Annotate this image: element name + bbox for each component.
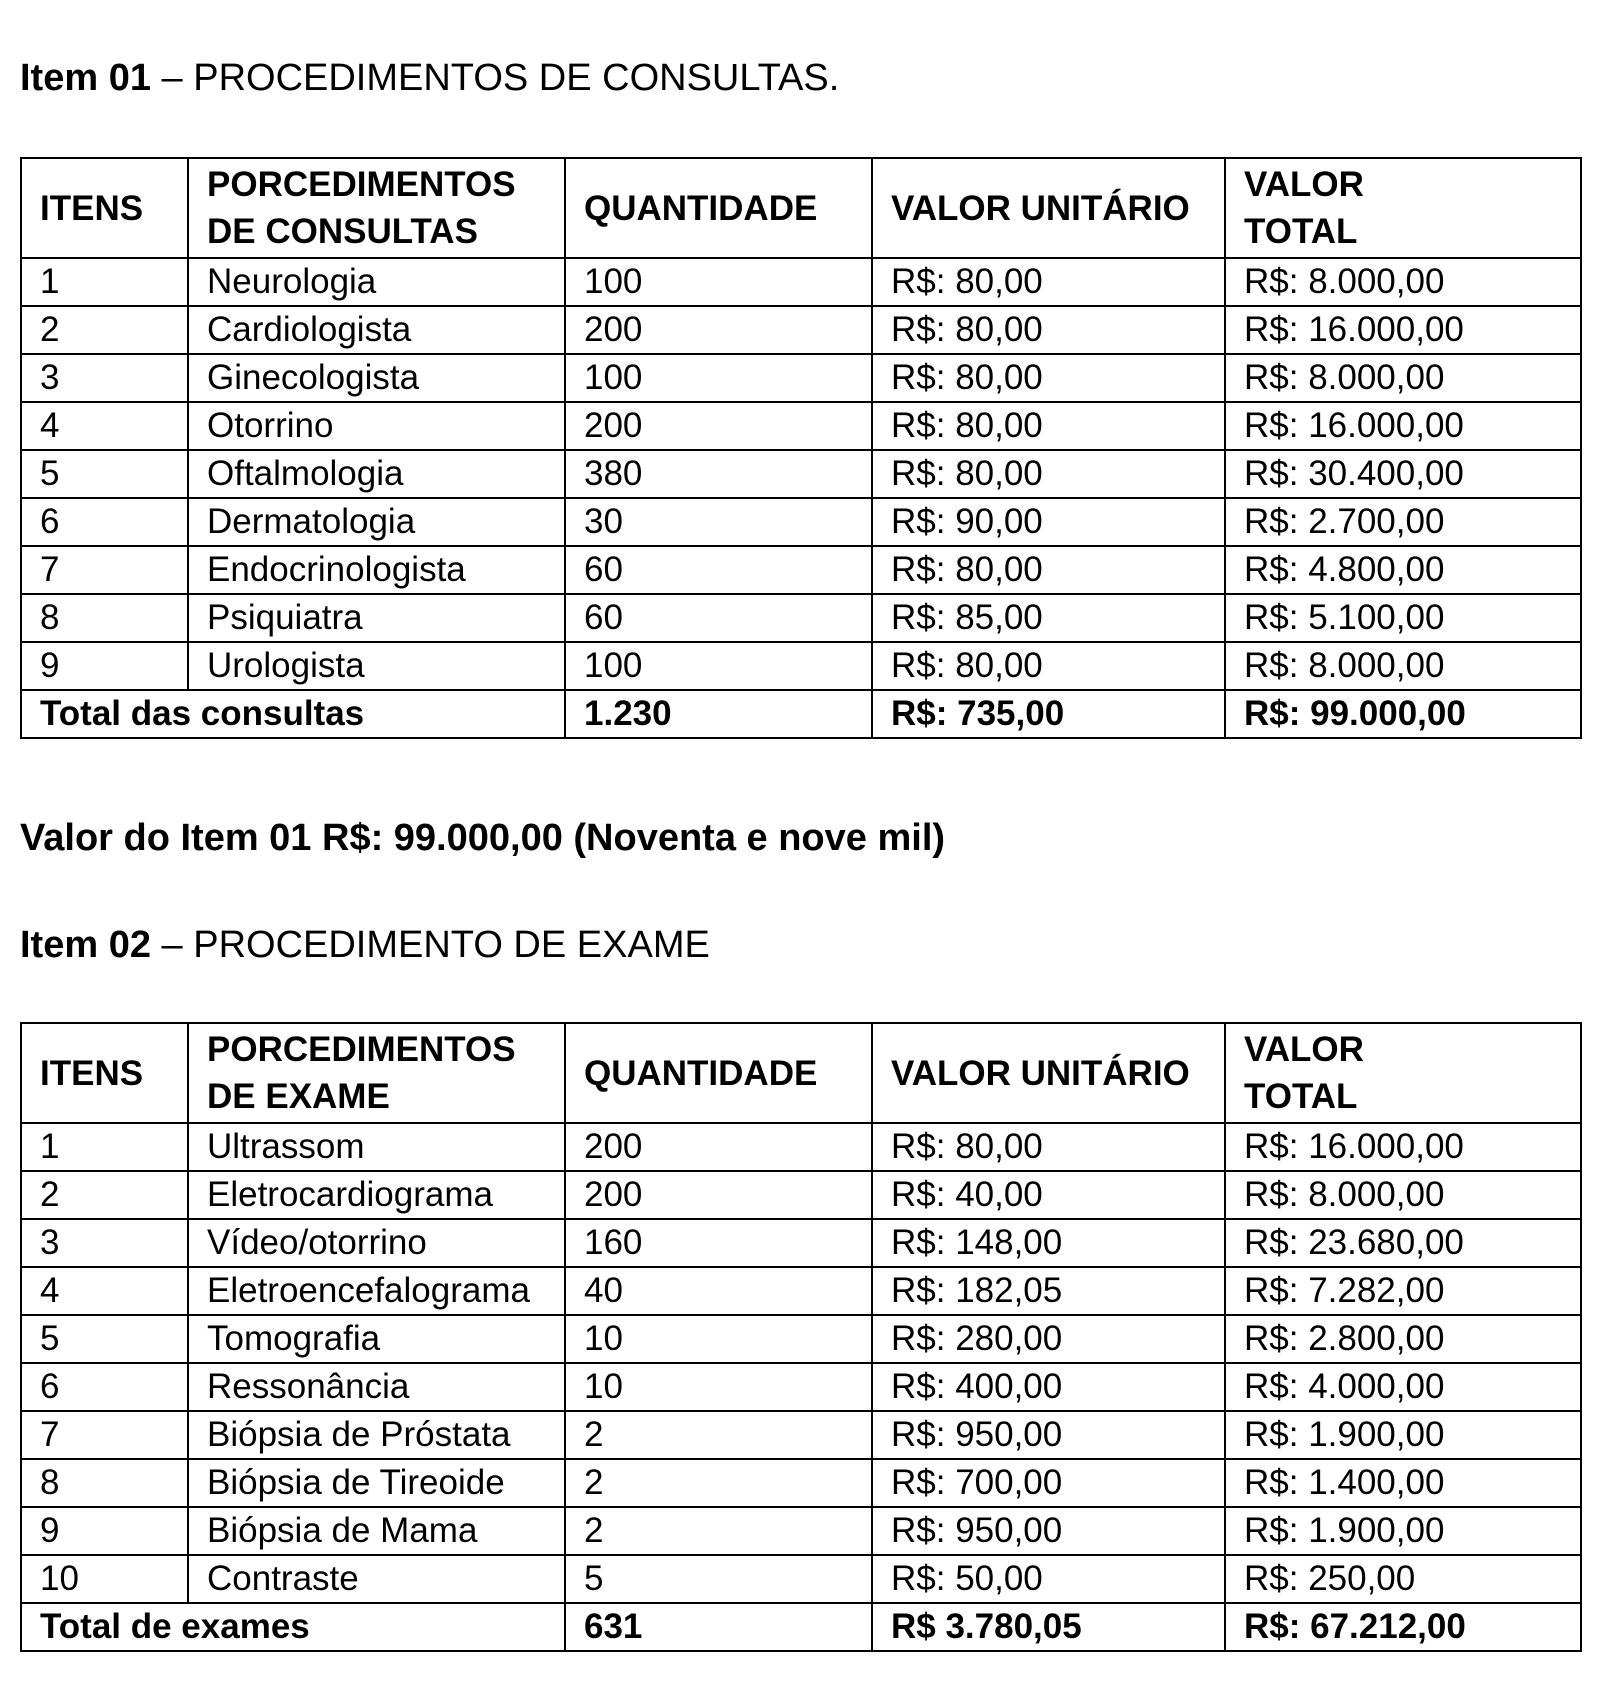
cell-valor-total: R$: 1.400,00: [1225, 1459, 1581, 1507]
consultas-table: [20, 157, 1582, 739]
section2-heading-rest: – PROCEDIMENTO DE EXAME: [150, 924, 710, 966]
section2-heading-lead: Item 02: [20, 924, 151, 966]
table-row: [21, 1315, 1581, 1363]
cell-valor-unitario: R$: 80,00: [872, 642, 1225, 690]
cell-item: 8: [21, 594, 188, 642]
header-valor-total: [1225, 1023, 1581, 1123]
cell-item: 3: [21, 354, 188, 402]
header-valor-unitario: VALOR UNITÁRIO: [872, 158, 1225, 258]
cell-item: 7: [21, 1411, 188, 1459]
cell-valor-total: R$: 250,00: [1225, 1555, 1581, 1603]
cell-valor-unitario: R$: 40,00: [872, 1171, 1225, 1219]
cell-item: 2: [21, 306, 188, 354]
header-valor-total-line2: TOTAL: [1244, 212, 1358, 251]
total-label: Total das consultas: [21, 690, 565, 738]
cell-valor-total: R$: 16.000,00: [1225, 1123, 1581, 1171]
total-valor-unitario: R$: 735,00: [872, 690, 1225, 738]
table-row: [21, 1267, 1581, 1315]
cell-valor-unitario: R$: 700,00: [872, 1459, 1225, 1507]
cell-procedimento: Neurologia: [188, 258, 565, 306]
cell-quantidade: 100: [565, 642, 872, 690]
cell-valor-total: R$: 8.000,00: [1225, 354, 1581, 402]
cell-quantidade: 200: [565, 1123, 872, 1171]
cell-procedimento: Otorrino: [188, 402, 565, 450]
cell-item: 5: [21, 450, 188, 498]
cell-valor-total: R$: 8.000,00: [1225, 642, 1581, 690]
cell-valor-unitario: R$: 400,00: [872, 1363, 1225, 1411]
table-row: [21, 1123, 1581, 1171]
header-procedimentos-line1: PORCEDIMENTOS: [207, 165, 516, 204]
cell-quantidade: 60: [565, 594, 872, 642]
cell-procedimento: Biópsia de Tireoide: [188, 1459, 565, 1507]
header-procedimentos: [188, 158, 565, 258]
cell-valor-unitario: R$: 80,00: [872, 306, 1225, 354]
cell-procedimento: Eletroencefalograma: [188, 1267, 565, 1315]
header-procedimentos: [188, 1023, 565, 1123]
cell-quantidade: 200: [565, 402, 872, 450]
header-valor-total: [1225, 158, 1581, 258]
cell-quantidade: 30: [565, 498, 872, 546]
cell-procedimento: Biópsia de Mama: [188, 1507, 565, 1555]
cell-quantidade: 40: [565, 1267, 872, 1315]
table-row: [21, 1555, 1581, 1603]
table-row: [21, 594, 1581, 642]
table-row: [21, 450, 1581, 498]
cell-quantidade: 100: [565, 258, 872, 306]
cell-valor-total: R$: 8.000,00: [1225, 1171, 1581, 1219]
cell-item: 10: [21, 1555, 188, 1603]
section1-value-summary: Valor do Item 01 R$: 99.000,00 (Noventa e nove mil): [20, 817, 946, 859]
cell-item: 4: [21, 402, 188, 450]
cell-valor-total: R$: 5.100,00: [1225, 594, 1581, 642]
exames-table-body: [21, 1123, 1581, 1603]
cell-valor-unitario: R$: 50,00: [872, 1555, 1225, 1603]
header-procedimentos-line1: PORCEDIMENTOS: [207, 1030, 516, 1069]
cell-quantidade: 2: [565, 1507, 872, 1555]
cell-procedimento: Cardiologista: [188, 306, 565, 354]
table-row: [21, 1171, 1581, 1219]
cell-item: 5: [21, 1315, 188, 1363]
cell-procedimento: Tomografia: [188, 1315, 565, 1363]
table-row: [21, 1411, 1581, 1459]
cell-valor-unitario: R$: 80,00: [872, 354, 1225, 402]
cell-procedimento: Ressonância: [188, 1363, 565, 1411]
cell-item: 7: [21, 546, 188, 594]
total-valor-total: R$: 67.212,00: [1225, 1603, 1581, 1651]
cell-quantidade: 10: [565, 1363, 872, 1411]
cell-valor-total: R$: 8.000,00: [1225, 258, 1581, 306]
cell-item: 6: [21, 1363, 188, 1411]
cell-quantidade: 200: [565, 1171, 872, 1219]
header-itens: ITENS: [21, 1023, 188, 1123]
table-row: [21, 642, 1581, 690]
cell-valor-unitario: R$: 80,00: [872, 1123, 1225, 1171]
section1-heading: [20, 56, 839, 100]
cell-valor-total: R$: 16.000,00: [1225, 306, 1581, 354]
cell-valor-total: R$: 23.680,00: [1225, 1219, 1581, 1267]
cell-procedimento: Contraste: [188, 1555, 565, 1603]
total-valor-unitario: R$ 3.780,05: [872, 1603, 1225, 1651]
cell-valor-unitario: R$: 280,00: [872, 1315, 1225, 1363]
cell-valor-unitario: R$: 80,00: [872, 402, 1225, 450]
cell-valor-unitario: R$: 90,00: [872, 498, 1225, 546]
cell-item: 3: [21, 1219, 188, 1267]
header-quantidade: QUANTIDADE: [565, 1023, 872, 1123]
cell-procedimento: Ultrassom: [188, 1123, 565, 1171]
table-row: [21, 402, 1581, 450]
cell-valor-total: R$: 4.000,00: [1225, 1363, 1581, 1411]
cell-item: 9: [21, 1507, 188, 1555]
cell-valor-total: R$: 2.700,00: [1225, 498, 1581, 546]
table-header-row: [21, 1023, 1581, 1123]
cell-quantidade: 2: [565, 1459, 872, 1507]
header-valor-total-line2: TOTAL: [1244, 1077, 1358, 1116]
table-row: [21, 1363, 1581, 1411]
total-quantidade: 1.230: [565, 690, 872, 738]
cell-valor-unitario: R$: 950,00: [872, 1411, 1225, 1459]
cell-quantidade: 2: [565, 1411, 872, 1459]
cell-quantidade: 60: [565, 546, 872, 594]
cell-valor-unitario: R$: 80,00: [872, 546, 1225, 594]
cell-valor-total: R$: 4.800,00: [1225, 546, 1581, 594]
cell-item: 4: [21, 1267, 188, 1315]
cell-valor-total: R$: 16.000,00: [1225, 402, 1581, 450]
header-valor-total-line1: VALOR: [1244, 1030, 1364, 1069]
cell-procedimento: Ginecologista: [188, 354, 565, 402]
table-total-row: [21, 690, 1581, 738]
cell-procedimento: Oftalmologia: [188, 450, 565, 498]
header-procedimentos-line2: DE CONSULTAS: [207, 212, 478, 251]
cell-valor-unitario: R$: 950,00: [872, 1507, 1225, 1555]
consultas-table-body: [21, 258, 1581, 690]
cell-valor-unitario: R$: 182,05: [872, 1267, 1225, 1315]
cell-procedimento: Endocrinologista: [188, 546, 565, 594]
cell-valor-total: R$: 7.282,00: [1225, 1267, 1581, 1315]
cell-quantidade: 10: [565, 1315, 872, 1363]
table-row: [21, 306, 1581, 354]
cell-valor-unitario: R$: 80,00: [872, 258, 1225, 306]
cell-valor-unitario: R$: 148,00: [872, 1219, 1225, 1267]
exames-table: [20, 1022, 1582, 1652]
cell-valor-total: R$: 2.800,00: [1225, 1315, 1581, 1363]
cell-procedimento: Vídeo/otorrino: [188, 1219, 565, 1267]
cell-item: 1: [21, 1123, 188, 1171]
cell-quantidade: 160: [565, 1219, 872, 1267]
cell-item: 8: [21, 1459, 188, 1507]
cell-quantidade: 100: [565, 354, 872, 402]
section1-heading-rest: – PROCEDIMENTOS DE CONSULTAS.: [150, 57, 840, 99]
cell-procedimento: Psiquiatra: [188, 594, 565, 642]
total-quantidade: 631: [565, 1603, 872, 1651]
table-row: [21, 498, 1581, 546]
total-label: Total de exames: [21, 1603, 565, 1651]
section1-heading-lead: Item 01: [20, 57, 151, 99]
table-row: [21, 546, 1581, 594]
cell-procedimento: Eletrocardiograma: [188, 1171, 565, 1219]
header-valor-total-line1: VALOR: [1244, 165, 1364, 204]
table-row: [21, 258, 1581, 306]
cell-valor-unitario: R$: 85,00: [872, 594, 1225, 642]
table-row: [21, 1459, 1581, 1507]
cell-procedimento: Urologista: [188, 642, 565, 690]
cell-quantidade: 380: [565, 450, 872, 498]
cell-item: 1: [21, 258, 188, 306]
table-header-row: [21, 158, 1581, 258]
cell-item: 2: [21, 1171, 188, 1219]
cell-valor-total: R$: 1.900,00: [1225, 1507, 1581, 1555]
cell-quantidade: 200: [565, 306, 872, 354]
header-valor-unitario: VALOR UNITÁRIO: [872, 1023, 1225, 1123]
section2-heading: [20, 923, 710, 967]
table-row: [21, 354, 1581, 402]
cell-quantidade: 5: [565, 1555, 872, 1603]
total-valor-total: R$: 99.000,00: [1225, 690, 1581, 738]
header-itens: ITENS: [21, 158, 188, 258]
cell-valor-unitario: R$: 80,00: [872, 450, 1225, 498]
cell-procedimento: Dermatologia: [188, 498, 565, 546]
cell-procedimento: Biópsia de Próstata: [188, 1411, 565, 1459]
header-procedimentos-line2: DE EXAME: [207, 1077, 390, 1116]
cell-item: 9: [21, 642, 188, 690]
cell-valor-total: R$: 30.400,00: [1225, 450, 1581, 498]
table-row: [21, 1507, 1581, 1555]
cell-item: 6: [21, 498, 188, 546]
table-total-row: [21, 1603, 1581, 1651]
header-quantidade: QUANTIDADE: [565, 158, 872, 258]
cell-valor-total: R$: 1.900,00: [1225, 1411, 1581, 1459]
table-row: [21, 1219, 1581, 1267]
